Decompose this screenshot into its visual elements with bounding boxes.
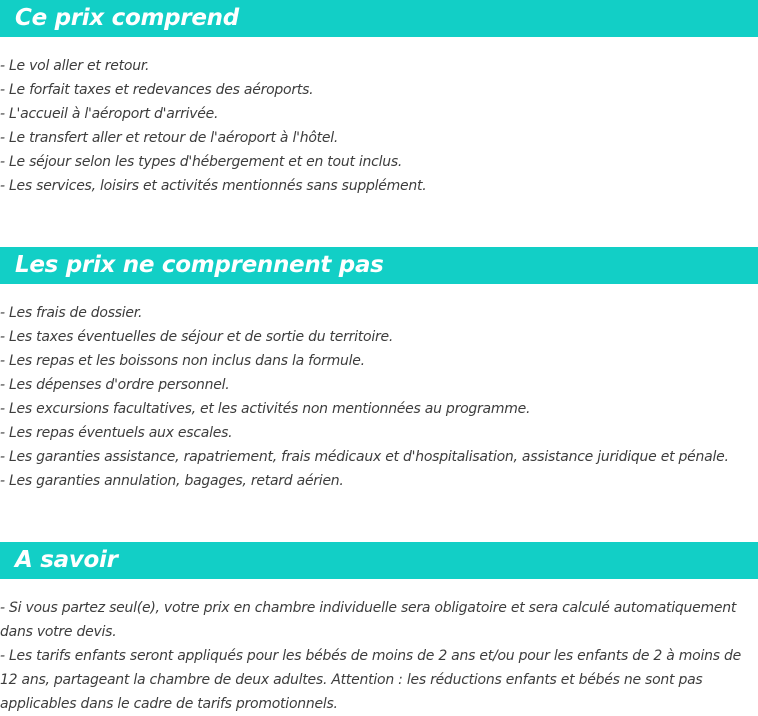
list-item: - Les frais de dossier. <box>0 305 143 321</box>
not-included-list <box>0 301 756 493</box>
list-item: - Si vous partez seul(e), votre prix en chambre individuelle sera obligatoire et sera calculé automatiquement dans votre devis. <box>0 600 737 640</box>
list-item: - Les repas et les boissons non inclus dans la formule. <box>0 353 365 369</box>
section-header-good-to-know <box>0 542 758 579</box>
section-title: Ce prix comprend <box>15 5 239 31</box>
list-item: - Le vol aller et retour. <box>0 58 150 74</box>
section-title: Les prix ne comprennent pas <box>15 252 384 278</box>
section-header-not-included <box>0 247 758 284</box>
section-header-included <box>0 0 758 37</box>
list-item: - Le forfait taxes et redevances des aéroports. <box>0 82 314 98</box>
list-item: - Les taxes éventuelles de séjour et de sortie du territoire. <box>0 329 394 345</box>
list-item: - L'accueil à l'aéroport d'arrivée. <box>0 106 219 122</box>
list-item: - Les garanties assistance, rapatriement, frais médicaux et d'hospitalisation, assistance juridique et pénale. <box>0 449 729 465</box>
list-item: - Le transfert aller et retour de l'aéroport à l'hôtel. <box>0 130 339 146</box>
list-item: - Les garanties annulation, bagages, retard aérien. <box>0 473 344 489</box>
list-item: - Les excursions facultatives, et les activités non mentionnées au programme. <box>0 401 531 417</box>
list-item: - Les services, loisirs et activités mentionnés sans supplément. <box>0 178 427 194</box>
list-item: - Les dépenses d'ordre personnel. <box>0 377 230 393</box>
section-title: A savoir <box>15 547 118 573</box>
included-list <box>0 54 756 198</box>
list-item: - Les tarifs enfants seront appliqués pour les bébés de moins de 2 ans et/ou pour les enfants de 2 à moins de 12 ans, partageant la chambre de deux adultes. Attention : les réductions enfants et bébés ne sont pas applicables dans le cadre de tarifs promotionnels. <box>0 648 742 712</box>
list-item: - Le séjour selon les types d'hébergement et en tout inclus. <box>0 154 403 170</box>
good-to-know-list <box>0 596 756 716</box>
list-item: - Les repas éventuels aux escales. <box>0 425 233 441</box>
